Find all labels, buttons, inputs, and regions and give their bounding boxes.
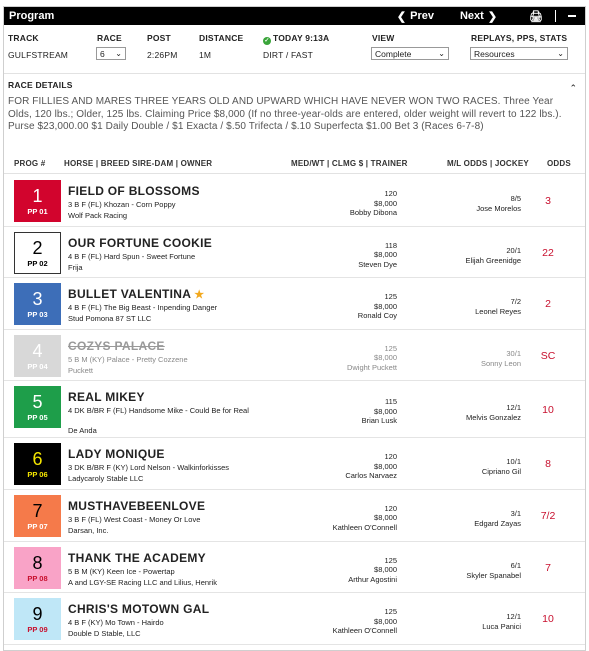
chevron-down-icon: ⌄ xyxy=(438,49,445,58)
distance-label: DISTANCE xyxy=(199,33,244,43)
race-nav xyxy=(397,10,580,23)
jockey: Luca Panici xyxy=(482,622,521,632)
program-number: 7 xyxy=(32,500,43,521)
jockey: Sonny Leon xyxy=(480,358,521,368)
pp-label: PP 03 xyxy=(27,310,48,320)
post-position-badge xyxy=(14,180,61,222)
horse-name[interactable]: CHRIS'S MOTOWN GAL xyxy=(68,602,210,617)
jockey: Leonel Reyes xyxy=(475,307,521,317)
post-position-badge xyxy=(14,443,61,485)
ml-odds-jockey: 20/1 Elijah Greenidge xyxy=(465,245,521,265)
today-time: ✓ TODAY 9:13A xyxy=(264,33,330,44)
med-weight-claim: 125 $8,000 Dwight Puckett xyxy=(346,343,397,372)
resources-select-value: Resources xyxy=(474,48,515,59)
program-number: 4 xyxy=(32,340,43,361)
post-value: 2:26PM xyxy=(147,50,178,60)
post-position-badge xyxy=(14,232,61,274)
col-med: MED/WT | CLMG $ | TRAINER xyxy=(291,159,408,168)
replays-label: REPLAYS, PPS, STATS xyxy=(471,33,568,43)
race-details-heading: RACE DETAILS xyxy=(8,80,73,90)
owner: Double D Stable, LLC xyxy=(68,629,141,639)
horse-name[interactable]: COZYS PALACE xyxy=(68,338,165,353)
race-label: RACE xyxy=(97,33,122,43)
race-select[interactable] xyxy=(96,47,126,60)
view-select[interactable] xyxy=(371,47,449,60)
breed-sire-dam: 3 DK B/BR F (KY) Lord Nelson - Walkinforkisses xyxy=(68,463,230,473)
col-horse: HORSE | BREED SIRE-DAM | OWNER xyxy=(64,159,213,168)
med-weight-claim: 125 $8,000 Arthur Agostini xyxy=(348,555,397,584)
post-position-badge xyxy=(14,547,61,589)
resources-select[interactable] xyxy=(470,47,568,60)
entry-row[interactable] xyxy=(4,490,585,542)
chevron-left-icon[interactable]: ❮ xyxy=(396,10,407,23)
trainer: Kathleen O'Connell xyxy=(332,626,397,636)
ml-odds-jockey: 3/1 Edgard Zayas xyxy=(474,508,521,528)
trainer: Kathleen O'Connell xyxy=(332,522,397,532)
live-odds: 10 xyxy=(542,404,554,417)
program-number: 3 xyxy=(32,289,43,310)
horse-name[interactable]: MUSTHAVEBEENLOVE xyxy=(68,498,206,513)
pp-label: PP 01 xyxy=(27,207,48,216)
trainer: Ronald Coy xyxy=(357,311,397,321)
program-title: Program xyxy=(9,10,55,22)
trainer: Brian Lusk xyxy=(361,416,397,426)
horse-name[interactable]: THANK THE ACADEMY xyxy=(68,550,206,565)
live-odds: 10 xyxy=(542,613,554,626)
program-number: 8 xyxy=(32,552,43,573)
owner: De Anda xyxy=(68,426,97,436)
post-position-badge xyxy=(14,495,61,537)
med-weight-claim: 120 $8,000 Kathleen O'Connell xyxy=(332,503,397,532)
pp-label: PP 02 xyxy=(27,258,48,268)
jockey: Cipriano Gil xyxy=(481,467,521,477)
check-icon: ✓ xyxy=(264,38,270,44)
owner: Frija xyxy=(68,262,83,272)
breed-sire-dam: 5 B M (KY) Keen Ice - Powertap xyxy=(68,566,175,576)
col-jockey: M/L ODDS | JOCKEY xyxy=(447,159,529,168)
star-icon: ★ xyxy=(194,289,205,302)
horse-name[interactable]: LADY MONIQUE xyxy=(68,447,165,462)
owner: A and LGY-SE Racing LLC and Lilius, Henrik xyxy=(68,577,217,587)
ml-odds-jockey: 12/1 Luca Panici xyxy=(482,612,521,632)
distance-value: 1M xyxy=(199,50,212,60)
owner: Puckett xyxy=(68,365,94,375)
chevron-up-icon[interactable]: ⌃ xyxy=(569,83,577,93)
post-position-badge xyxy=(14,283,61,325)
ml-odds-jockey: 12/1 Melvis Gonzalez xyxy=(465,403,521,423)
entries-list xyxy=(4,175,585,645)
jockey: Melvis Gonzalez xyxy=(465,413,521,423)
breed-sire-dam: 4 B F (FL) The Big Beast - Inpending Danger xyxy=(68,303,218,313)
med-weight-claim: 118 $8,000 Steven Dye xyxy=(358,240,397,269)
chevron-down-icon: ⌄ xyxy=(115,49,122,58)
col-odds: ODDS xyxy=(547,159,571,168)
divider xyxy=(555,10,556,22)
live-odds: 7/2 xyxy=(540,509,556,522)
live-odds: 3 xyxy=(545,195,551,207)
race-info-row xyxy=(4,33,585,73)
pp-label: PP 09 xyxy=(27,625,48,635)
col-prog: PROG # xyxy=(14,159,46,168)
jockey: Jose Morelos xyxy=(476,204,521,213)
entry-row-scratched[interactable] xyxy=(4,330,585,382)
breed-sire-dam: 4 B F (KY) Mo Town - Hairdo xyxy=(68,618,164,628)
post-label: POST xyxy=(147,33,171,43)
minimize-icon[interactable] xyxy=(568,15,576,17)
program-header-bar xyxy=(4,7,585,25)
chevron-right-icon[interactable]: ❯ xyxy=(487,10,498,23)
pp-label: PP 07 xyxy=(27,521,48,531)
pp-label: PP 04 xyxy=(27,361,48,371)
trainer: Carlos Narvaez xyxy=(345,471,397,481)
track-label: TRACK xyxy=(8,33,39,43)
live-odds: SC xyxy=(540,349,556,362)
med-weight-claim: 125 $8,000 Ronald Coy xyxy=(357,292,397,321)
horse-name[interactable]: OUR FORTUNE COOKIE xyxy=(68,235,213,250)
breed-sire-dam: 4 DK B/BR F (FL) Handsome Mike - Could Be for Real xyxy=(68,406,249,416)
live-odds: 8 xyxy=(545,458,551,471)
chevron-down-icon: ⌄ xyxy=(557,49,564,58)
program-number: 5 xyxy=(32,392,43,413)
trainer: Steven Dye xyxy=(358,259,397,269)
next-button[interactable]: Next xyxy=(459,10,484,22)
post-position-badge xyxy=(14,386,61,428)
breed-sire-dam: 3 B F (FL) West Coast - Money Or Love xyxy=(68,514,201,524)
med-weight-claim: 125 $8,000 Kathleen O'Connell xyxy=(332,607,397,636)
print-icon[interactable]: 🖨 xyxy=(529,10,543,23)
ml-odds-jockey: 7/2 Leonel Reyes xyxy=(475,297,521,317)
live-odds: 22 xyxy=(542,246,554,259)
entry-row[interactable] xyxy=(4,278,585,330)
breed-sire-dam: 4 B F (FL) Hard Spun - Sweet Fortune xyxy=(68,251,196,261)
entry-row[interactable] xyxy=(4,438,585,490)
entry-row[interactable] xyxy=(4,227,585,279)
entry-row[interactable] xyxy=(4,381,585,438)
trainer: Arthur Agostini xyxy=(348,574,397,584)
med-weight-claim: 120 $8,000 Carlos Narvaez xyxy=(345,452,397,481)
program-number: 1 xyxy=(32,186,43,206)
ml-odds-jockey: 30/1 Sonny Leon xyxy=(480,348,521,368)
owner: Stud Pomona 87 ST LLC xyxy=(68,314,152,324)
program-number: 6 xyxy=(32,449,43,470)
program-number: 2 xyxy=(32,237,43,258)
track-value: GULFSTREAM xyxy=(8,50,69,60)
post-position-badge xyxy=(14,598,61,640)
pp-label: PP 06 xyxy=(27,470,48,480)
ml-odds-jockey: 8/5 Jose Morelos xyxy=(476,194,521,213)
race-conditions: FOR FILLIES AND MARES THREE YEARS OLD AND UPWARD WHICH HAVE NEVER WON TWO RACES. Three Year Olds, 120 lbs.; Older, 125 lbs. Claiming Price $8,000 (If no three-year-olds are entered, older weight will revert to 122 lbs.). Purse $23,000.00 $1 Daily Double / $1 Exacta / $.50 Trifecta / $.10 Superfecta $1.00 Bet 3 (Races 6-7-8) xyxy=(8,96,562,132)
med-weight-claim: 120 $8,000 Bobby Dibona xyxy=(349,189,397,217)
jockey: Edgard Zayas xyxy=(474,518,521,528)
breed-sire-dam: 3 B F (FL) Khozan - Corn Poppy xyxy=(68,200,176,209)
horse-name[interactable]: REAL MIKEY xyxy=(68,390,145,405)
prev-button[interactable]: Prev xyxy=(410,10,434,22)
horse-name[interactable]: BULLET VALENTINA ★ xyxy=(68,287,205,302)
entry-row[interactable] xyxy=(4,175,585,227)
program-panel xyxy=(3,6,586,651)
surface-value: DIRT / FAST xyxy=(263,50,314,60)
breed-sire-dam: 5 B M (KY) Palace - Pretty Cozzene xyxy=(68,354,188,364)
program-number: 9 xyxy=(32,604,43,625)
owner: Ladycaroly Stable LLC xyxy=(68,474,144,484)
owner: Wolf Pack Racing xyxy=(68,211,128,220)
owner: Darsan, Inc. xyxy=(68,525,109,535)
pp-label: PP 05 xyxy=(27,413,48,423)
entry-row[interactable] xyxy=(4,542,585,594)
view-select-value: Complete xyxy=(375,48,412,59)
divider xyxy=(4,173,585,174)
view-label: VIEW xyxy=(372,33,395,43)
race-select-value: 6 xyxy=(100,48,105,59)
live-odds: 7 xyxy=(545,561,551,574)
jockey: Skyler Spanabel xyxy=(466,570,521,580)
ml-odds-jockey: 10/1 Cipriano Gil xyxy=(481,457,521,477)
pp-label: PP 08 xyxy=(27,573,48,583)
jockey: Elijah Greenidge xyxy=(465,255,521,265)
horse-name[interactable]: FIELD OF BLOSSOMS xyxy=(68,184,200,198)
ml-odds-jockey: 6/1 Skyler Spanabel xyxy=(466,560,521,580)
live-odds: 2 xyxy=(545,298,551,311)
post-position-badge xyxy=(14,335,61,377)
med-weight-claim: 115 $8,000 Brian Lusk xyxy=(361,397,397,426)
trainer: Bobby Dibona xyxy=(349,208,397,217)
trainer: Dwight Puckett xyxy=(346,362,397,372)
entry-row[interactable] xyxy=(4,593,585,645)
divider xyxy=(4,73,585,74)
